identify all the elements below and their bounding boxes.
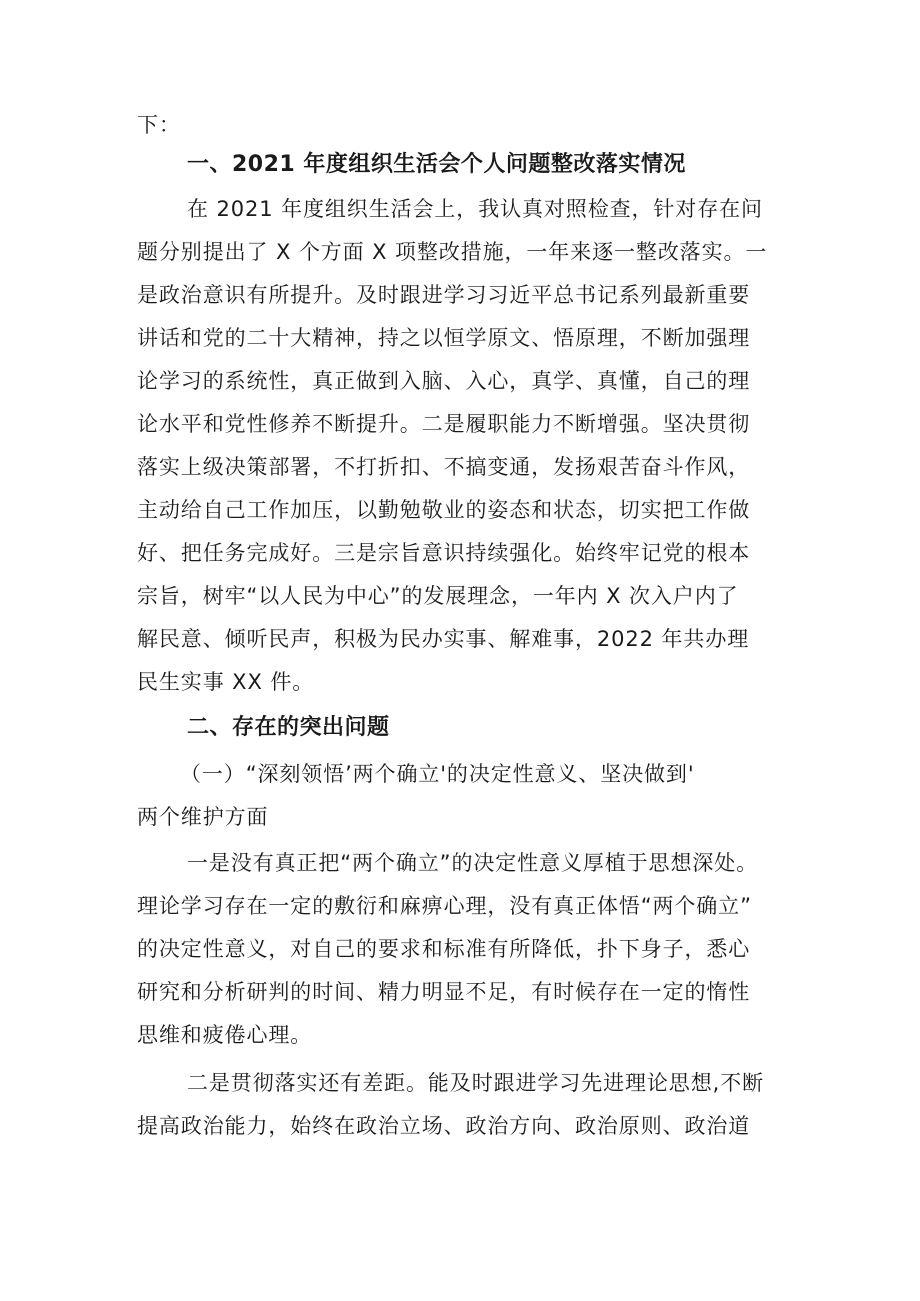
text-line: 解民意、倾听民声，积极为民办实事、解难事，2022 年共办理 (137, 627, 750, 651)
text-line: 好、把任务完成好。三是宗旨意识持续强化。始终牢记党的根本 (137, 541, 751, 565)
text-line: 提高政治能力，始终在政治立场、政治方向、政治原则、政治道 (137, 1114, 751, 1138)
text-line: 主动给自己工作加压，以勤勉敬业的姿态和状态，切实把工作做 (137, 498, 751, 522)
text-line: 在 2021 年度组织生活会上，我认真对照检查，针对存在问 (187, 197, 763, 221)
text-line: 研究和分析研判的时间、精力明显不足，有时候存在一定的惰性 (137, 980, 751, 1004)
section-heading: 二、存在的突出问题 (187, 715, 390, 740)
text-line: 民生实事 XX 件。 (137, 670, 315, 694)
text-line: 思维和疲倦心理。 (137, 1023, 313, 1047)
text-line: 题分别提出了 X 个方面 X 项整改措施，一年来逐一整改落实。一 (137, 240, 768, 264)
section-heading: 一、2021 年度组织生活会个人问题整改落实情况 (187, 152, 686, 177)
text-line: 下： (137, 113, 181, 137)
subsection-heading: （一）“深刻领悟’两个确立'的决定性意义、坚决做到' (180, 762, 695, 786)
text-line: 讲话和党的二十大精神，持之以恒学原文、悟原理，不断加强理 (137, 326, 751, 350)
text-line: 宗旨，树牢“以人民为中心”的发展理念，一年内 X 次入户内了 (137, 584, 739, 608)
text-line: 的决定性意义，对自己的要求和标准有所降低，扑下身子，悉心 (137, 937, 751, 961)
text-line: 论水平和党性修养不断提升。二是履职能力不断增强。坚决贯彻 (137, 412, 751, 436)
text-line: 理论学习存在一定的敷衍和麻痹心理，没有真正体悟“两个确立” (137, 894, 752, 918)
text-line: 是政治意识有所提升。及时跟进学习习近平总书记系列最新重要 (137, 283, 751, 307)
text-line: 落实上级决策部署，不打折扣、不搞变通，发扬艰苦奋斗作风， (137, 455, 751, 479)
text-line: 一是没有真正把“两个确立”的决定性意义厚植于思想深处。 (187, 851, 759, 875)
text-line: 论学习的系统性，真正做到入脑、入心，真学、真懂，自己的理 (137, 369, 751, 393)
text-line: 二是贯彻落实还有差距。能及时跟进学习先进理论思想,不断 (187, 1071, 764, 1095)
subsection-heading-cont: 两个维护方面 (137, 805, 269, 829)
